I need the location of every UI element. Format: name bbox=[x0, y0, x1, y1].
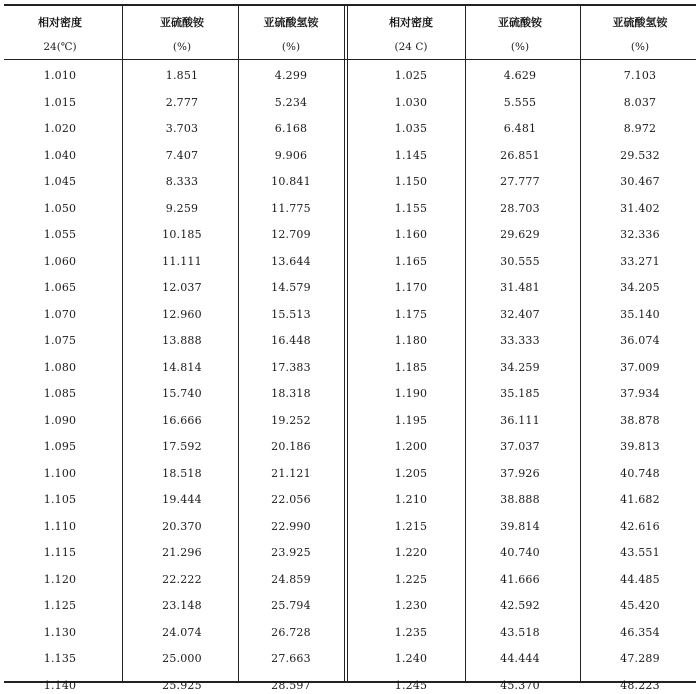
ammonium-bisulfite-cell: 46.354 bbox=[620, 625, 660, 639]
density-concentration-table bbox=[4, 4, 696, 692]
density-cell: 1.020 bbox=[43, 122, 77, 136]
ammonium-sulfite-cell: 9.259 bbox=[165, 201, 199, 215]
ammonium-bisulfite-cell: 11.775 bbox=[271, 201, 311, 215]
ammonium-bisulfite-cell: 22.056 bbox=[271, 493, 311, 507]
density-cell: 1.195 bbox=[394, 413, 428, 427]
ammonium-sulfite-cell: 3.703 bbox=[165, 122, 199, 136]
density-cell: 1.030 bbox=[394, 95, 428, 109]
ammonium-sulfite-cell: 19.444 bbox=[162, 493, 202, 507]
ammonium-sulfite-cell: 31.481 bbox=[500, 281, 540, 295]
ammonium-bisulfite-cell: 37.009 bbox=[620, 360, 660, 374]
ammonium-sulfite-cell: 6.481 bbox=[503, 122, 537, 136]
density-cell: 1.060 bbox=[43, 254, 77, 268]
density-cell: 1.050 bbox=[43, 201, 77, 215]
ammonium-sulfite-cell: 32.407 bbox=[500, 307, 540, 321]
ammonium-bisulfite-cell: 6.168 bbox=[274, 122, 308, 136]
density-cell: 1.215 bbox=[394, 519, 428, 533]
density-cell: 1.180 bbox=[394, 334, 428, 348]
ammonium-sulfite-cell: 5.555 bbox=[503, 95, 537, 109]
column-header-unit: 24(℃) bbox=[43, 41, 77, 53]
density-cell: 1.240 bbox=[394, 652, 428, 666]
density-cell: 1.045 bbox=[43, 175, 77, 189]
ammonium-bisulfite-cell: 41.682 bbox=[620, 493, 660, 507]
ammonium-bisulfite-cell: 9.906 bbox=[274, 148, 308, 162]
ammonium-bisulfite-cell: 13.644 bbox=[271, 254, 311, 268]
ammonium-bisulfite-cell: 15.513 bbox=[271, 307, 311, 321]
density-cell: 1.120 bbox=[43, 572, 77, 586]
ammonium-sulfite-cell: 2.777 bbox=[165, 95, 199, 109]
column-header-unit: (24 C) bbox=[394, 41, 428, 53]
ammonium-sulfite-cell: 10.185 bbox=[162, 228, 202, 242]
ammonium-sulfite-cell: 7.407 bbox=[165, 148, 199, 162]
density-cell: 1.185 bbox=[394, 360, 428, 374]
density-cell: 1.015 bbox=[43, 95, 77, 109]
ammonium-bisulfite-cell: 45.420 bbox=[620, 599, 660, 613]
ammonium-bisulfite-cell: 16.448 bbox=[271, 334, 311, 348]
ammonium-sulfite-cell: 43.518 bbox=[500, 625, 540, 639]
ammonium-sulfite-cell: 26.851 bbox=[500, 148, 540, 162]
ammonium-bisulfite-cell: 14.579 bbox=[271, 281, 311, 295]
ammonium-bisulfite-cell: 27.663 bbox=[271, 652, 311, 666]
ammonium-bisulfite-cell: 10.841 bbox=[271, 175, 311, 189]
column-divider bbox=[580, 4, 581, 683]
ammonium-bisulfite-cell: 17.383 bbox=[271, 360, 311, 374]
ammonium-sulfite-cell: 37.037 bbox=[500, 440, 540, 454]
density-cell: 1.230 bbox=[394, 599, 428, 613]
column-header-title: 亚硫酸铵 bbox=[498, 16, 542, 29]
ammonium-sulfite-cell: 13.888 bbox=[162, 334, 202, 348]
ammonium-bisulfite-cell: 32.336 bbox=[620, 228, 660, 242]
column-header-unit: (%) bbox=[510, 41, 530, 53]
density-cell: 1.080 bbox=[43, 360, 77, 374]
column-header-title: 相对密度 bbox=[38, 16, 82, 29]
double-divider bbox=[347, 4, 348, 683]
ammonium-bisulfite-cell: 42.616 bbox=[620, 519, 660, 533]
ammonium-bisulfite-cell: 43.551 bbox=[620, 546, 660, 560]
column-divider bbox=[122, 4, 123, 683]
ammonium-sulfite-cell: 28.703 bbox=[500, 201, 540, 215]
ammonium-sulfite-cell: 33.333 bbox=[500, 334, 540, 348]
ammonium-bisulfite-cell: 38.878 bbox=[620, 413, 660, 427]
ammonium-sulfite-cell: 34.259 bbox=[500, 360, 540, 374]
ammonium-bisulfite-cell: 40.748 bbox=[620, 466, 660, 480]
density-cell: 1.105 bbox=[43, 493, 77, 507]
ammonium-bisulfite-cell: 26.728 bbox=[271, 625, 311, 639]
density-cell: 1.220 bbox=[394, 546, 428, 560]
density-cell: 1.245 bbox=[394, 678, 428, 692]
density-cell: 1.125 bbox=[43, 599, 77, 613]
density-cell: 1.010 bbox=[43, 69, 77, 82]
density-cell: 1.145 bbox=[394, 148, 428, 162]
density-cell: 1.210 bbox=[394, 493, 428, 507]
density-cell: 1.150 bbox=[394, 175, 428, 189]
ammonium-bisulfite-cell: 34.205 bbox=[620, 281, 660, 295]
density-cell: 1.200 bbox=[394, 440, 428, 454]
ammonium-bisulfite-cell: 36.074 bbox=[620, 334, 660, 348]
ammonium-sulfite-cell: 16.666 bbox=[162, 413, 202, 427]
ammonium-bisulfite-cell: 30.467 bbox=[620, 175, 660, 189]
density-cell: 1.175 bbox=[394, 307, 428, 321]
ammonium-bisulfite-cell: 37.934 bbox=[620, 387, 660, 401]
ammonium-sulfite-cell: 1.851 bbox=[165, 69, 199, 82]
column-header-title: 亚硫酸氢铵 bbox=[612, 16, 668, 29]
ammonium-bisulfite-cell: 20.186 bbox=[271, 440, 311, 454]
ammonium-bisulfite-cell: 31.402 bbox=[620, 201, 660, 215]
ammonium-sulfite-cell: 25.925 bbox=[162, 678, 202, 692]
ammonium-bisulfite-cell: 19.252 bbox=[271, 413, 311, 427]
ammonium-bisulfite-cell: 12.709 bbox=[271, 228, 311, 242]
ammonium-bisulfite-cell: 47.289 bbox=[620, 652, 660, 666]
ammonium-sulfite-cell: 21.296 bbox=[162, 546, 202, 560]
ammonium-sulfite-cell: 18.518 bbox=[162, 466, 202, 480]
density-cell: 1.110 bbox=[43, 519, 77, 533]
ammonium-bisulfite-cell: 35.140 bbox=[620, 307, 660, 321]
density-cell: 1.055 bbox=[43, 228, 77, 242]
density-cell: 1.165 bbox=[394, 254, 428, 268]
ammonium-sulfite-cell: 27.777 bbox=[500, 175, 540, 189]
density-cell: 1.095 bbox=[43, 440, 77, 454]
ammonium-sulfite-cell: 41.666 bbox=[500, 572, 540, 586]
density-cell: 1.235 bbox=[394, 625, 428, 639]
density-cell: 1.170 bbox=[394, 281, 428, 295]
ammonium-sulfite-cell: 8.333 bbox=[165, 175, 199, 189]
ammonium-bisulfite-cell: 18.318 bbox=[271, 387, 311, 401]
ammonium-sulfite-cell: 4.629 bbox=[503, 69, 537, 82]
ammonium-bisulfite-cell: 28.597 bbox=[271, 678, 311, 692]
ammonium-bisulfite-cell: 33.271 bbox=[620, 254, 660, 268]
density-cell: 1.100 bbox=[43, 466, 77, 480]
ammonium-sulfite-cell: 22.222 bbox=[162, 572, 202, 586]
ammonium-bisulfite-cell: 5.234 bbox=[274, 95, 308, 109]
ammonium-sulfite-cell: 20.370 bbox=[162, 519, 202, 533]
column-header-title: 亚硫酸铵 bbox=[160, 16, 204, 29]
ammonium-sulfite-cell: 17.592 bbox=[162, 440, 202, 454]
ammonium-bisulfite-cell: 22.990 bbox=[271, 519, 311, 533]
density-cell: 1.025 bbox=[394, 69, 428, 82]
density-cell: 1.090 bbox=[43, 413, 77, 427]
ammonium-sulfite-cell: 15.740 bbox=[162, 387, 202, 401]
ammonium-bisulfite-cell: 44.485 bbox=[620, 572, 660, 586]
ammonium-sulfite-cell: 14.814 bbox=[162, 360, 202, 374]
density-cell: 1.035 bbox=[394, 122, 428, 136]
ammonium-sulfite-cell: 38.888 bbox=[500, 493, 540, 507]
header-bottom-rule bbox=[4, 59, 696, 60]
ammonium-bisulfite-cell: 23.925 bbox=[271, 546, 311, 560]
density-cell: 1.040 bbox=[43, 148, 77, 162]
ammonium-bisulfite-cell: 25.794 bbox=[271, 599, 311, 613]
ammonium-sulfite-cell: 37.926 bbox=[500, 466, 540, 480]
ammonium-bisulfite-cell: 29.532 bbox=[620, 148, 660, 162]
density-cell: 1.065 bbox=[43, 281, 77, 295]
ammonium-sulfite-cell: 29.629 bbox=[500, 228, 540, 242]
column-header-unit: (%) bbox=[281, 41, 301, 53]
density-cell: 1.115 bbox=[43, 546, 77, 560]
ammonium-sulfite-cell: 39.814 bbox=[500, 519, 540, 533]
density-cell: 1.075 bbox=[43, 334, 77, 348]
density-cell: 1.205 bbox=[394, 466, 428, 480]
ammonium-bisulfite-cell: 21.121 bbox=[271, 466, 311, 480]
ammonium-sulfite-cell: 12.037 bbox=[162, 281, 202, 295]
ammonium-sulfite-cell: 23.148 bbox=[162, 599, 202, 613]
ammonium-bisulfite-cell: 24.859 bbox=[271, 572, 311, 586]
density-cell: 1.160 bbox=[394, 228, 428, 242]
ammonium-sulfite-cell: 36.111 bbox=[500, 413, 540, 427]
density-cell: 1.190 bbox=[394, 387, 428, 401]
ammonium-sulfite-cell: 45.370 bbox=[500, 678, 540, 692]
ammonium-bisulfite-cell: 8.972 bbox=[623, 122, 657, 136]
ammonium-sulfite-cell: 11.111 bbox=[162, 254, 202, 268]
ammonium-bisulfite-cell: 48.223 bbox=[620, 678, 660, 692]
ammonium-sulfite-cell: 44.444 bbox=[500, 652, 540, 666]
ammonium-sulfite-cell: 25.000 bbox=[162, 652, 202, 666]
ammonium-sulfite-cell: 42.592 bbox=[500, 599, 540, 613]
density-cell: 1.130 bbox=[43, 625, 77, 639]
density-cell: 1.140 bbox=[43, 678, 77, 692]
table-top-rule bbox=[4, 4, 696, 6]
column-header-unit: (%) bbox=[172, 41, 192, 53]
density-cell: 1.085 bbox=[43, 387, 77, 401]
ammonium-sulfite-cell: 35.185 bbox=[500, 387, 540, 401]
ammonium-sulfite-cell: 30.555 bbox=[500, 254, 540, 268]
ammonium-sulfite-cell: 40.740 bbox=[500, 546, 540, 560]
ammonium-bisulfite-cell: 8.037 bbox=[623, 95, 657, 109]
column-header-title: 相对密度 bbox=[389, 16, 433, 29]
ammonium-sulfite-cell: 24.074 bbox=[162, 625, 202, 639]
density-cell: 1.155 bbox=[394, 201, 428, 215]
ammonium-bisulfite-cell: 7.103 bbox=[623, 69, 657, 82]
column-header-title: 亚硫酸氢铵 bbox=[263, 16, 319, 29]
density-cell: 1.135 bbox=[43, 652, 77, 666]
ammonium-sulfite-cell: 12.960 bbox=[162, 307, 202, 321]
ammonium-bisulfite-cell: 39.813 bbox=[620, 440, 660, 454]
ammonium-bisulfite-cell: 4.299 bbox=[274, 69, 308, 82]
density-cell: 1.225 bbox=[394, 572, 428, 586]
density-cell: 1.070 bbox=[43, 307, 77, 321]
column-header-unit: (%) bbox=[630, 41, 650, 53]
